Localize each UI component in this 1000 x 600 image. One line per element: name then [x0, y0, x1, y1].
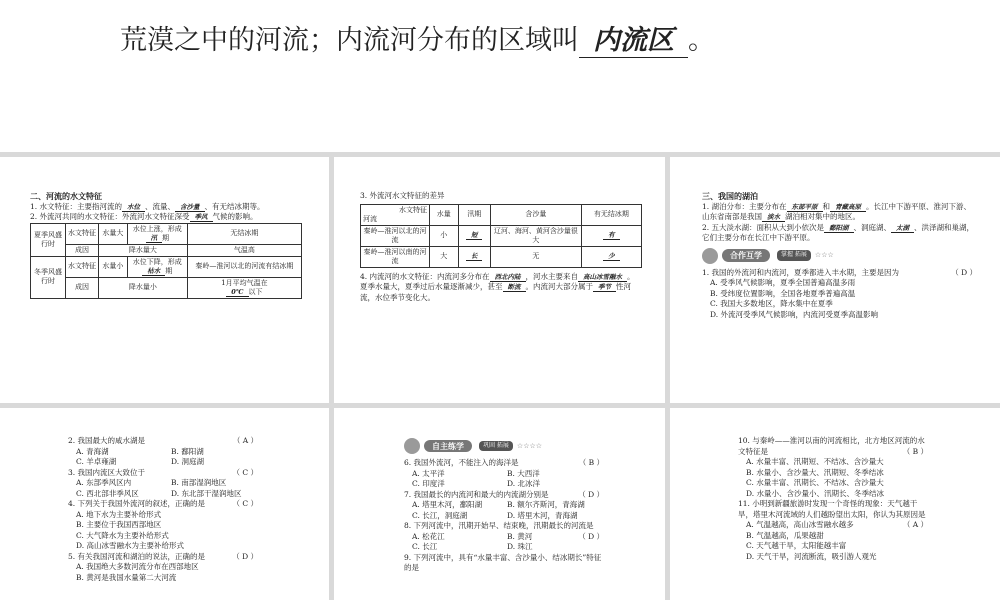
slide-panel-6[interactable]: 10. 与秦岭——淮河以南的河流相比，北方地区河流的水文特征是 （ B ） A. 水量丰富、汛期短、不结冰、含沙量大 B. 水量小、含沙量大、汛期短、冬季结冰 C. 水量丰富、汛期长、不结冰、含沙量大 D. 水量小、含沙量小、汛期长、冬季结冰 11. 小明到新疆旅游时发现一个奇怪的现象：天气越干旱，塔里木河流域的人们越盼望出太阳，你认为其原因是 （ A ） A. 气温越高，高山冰雪融水越多 B. 气温越高，瓜果越甜 C. 天气越干旱，太阳能越丰富 D. 天气干旱，河流断流，吸引游人观光: [670, 408, 1000, 600]
section-heading: 二、河流的水文特征: [30, 191, 102, 201]
line-3: 3. 外流河水文特征的差异: [360, 191, 445, 200]
star-rating-icon: ☆☆☆: [814, 251, 834, 260]
option: B. 受纬度位置影响，全国各地夏季普遍高温: [710, 288, 856, 298]
sentence-text: 荒漠之中的河流；内流河分布的区域叫: [120, 25, 579, 56]
line-4: 4. 内流河的水文特征：内流河多分布在 西北内陆 ，河水主要来自 高山冰雪融水 。夏季水量大，夏季过后水量逐渐减少，甚至 断流 。内流河大部分属于 季节 性河流，水位季节变化大。: [360, 271, 635, 302]
option: A. 受季风气候影响，夏季全国普遍高温多雨: [710, 278, 856, 287]
question-11: 11. 小明到新疆旅游时发现一个奇怪的现象：天气越干旱，塔里木河流域的人们越盼望出太阳，你认为其原因是 （ A ）: [738, 499, 928, 529]
section-heading: 三、我国的湖泊: [702, 191, 758, 201]
top-page-fragment: [0, 0, 1000, 152]
question-9: 9. 下列河流中，具有“水量丰富、含沙量小、结冰期长”特征的是: [404, 552, 602, 572]
mascot-icon: [404, 438, 420, 454]
question-10: 10. 与秦岭——淮河以南的河流相比，北方地区河流的水文特征是 （ B ）: [738, 436, 928, 456]
mascot-icon: [702, 248, 718, 264]
line-1: 1. 水文特征：主要指河流的 水位 、流量、 含沙量 、有无结冰期等。: [30, 201, 265, 211]
self-practice-badge: 自主练学 巩固 拓展 ☆☆☆☆: [404, 438, 604, 454]
question-1: 1. 我国的外流河和内流河，夏季都进入丰水期，主要是因为 （ D ）: [702, 267, 977, 277]
difference-table: 水文特征 河流 水量 汛期 含沙量 有无结冰期 秦岭—淮河以北的河流 小 短 辽河、海河、黄河含沙量很大 有 秦岭—淮河以南的河流 大 长 无 少: [360, 204, 642, 268]
sentence-end: 。: [688, 25, 715, 56]
option: D. 外流河受季风气候影响，内流河受夏季高温影响: [710, 309, 879, 319]
question-4: 4. 下列关于我国外流河的叙述，正确的是 （ C ）: [68, 499, 258, 508]
question-3: 3. 我国内流区大致位于 （ C ）: [68, 467, 258, 477]
slide-panel-5[interactable]: 自主练学 巩固 拓展 ☆☆☆☆ 6. 我国外流河，不能注入的海洋是 （ B ） A. 太平洋 B. 大西洋 C. 印度洋 D. 北冰洋 7. 我国最长的内流河和最大的内流湖分别是 （ D ） A. 塔里木河，鄱阳湖 B. 额尔齐斯河，青海湖 C. 长江，洞庭湖 D. 塔里木河，青海湖 8. 下列河流中，汛期开始早、结束晚，汛期最长的河流是 （ D ） A. 松花江 B. 黄河 C. 长江 D. 珠江 9. 下列河流中，具有“水量丰富、含沙量小、结冰期长”特征的是: [334, 408, 665, 600]
question-2: 2. 我国最大的咸水湖是 （ A ）: [68, 436, 258, 445]
lake-line-2: 2. 五大淡水湖：面积从大到小依次是 鄱阳湖 、洞庭湖、 太湖 、洪泽湖和巢湖，它们主要分布在长江中下游平原。: [702, 222, 975, 242]
lake-line-1: 1. 湖泊分布：主要分布在 东部平原 和 青藏高原 。长江中下游平原、淮河下游、山东省南部是我国 淡水 湖泊相对集中的地区。: [702, 201, 972, 221]
line-2: 2. 外流河共同的水文特征：外流河水文特征深受 季风 气候的影响。: [30, 212, 258, 221]
slide-panel-1[interactable]: [0, 157, 329, 403]
inland-region-sentence: [120, 18, 715, 58]
cooperative-learning-badge: 合作互学 掌握 拓展 ☆☆☆: [702, 248, 977, 264]
slide-panel-2[interactable]: [334, 157, 665, 403]
hydro-table: 夏季风盛行时 水文特征 水量大 水位上涨，形成 汛 期 无结冰期 成因 降水量大 气温高 冬季风盛行时 水文特征 水量小 水位下降，形成 枯水 期 秦岭—淮河以北的河流有结冰期 成因 降水量小 1月平均气温在 0℃ 以下: [30, 223, 302, 299]
option: C. 我国大多数地区，降水集中在夏季: [710, 299, 833, 308]
slide-panel-3[interactable]: [670, 157, 1000, 403]
question-8: 8. 下列河流中，汛期开始早、结束晚，汛期最长的河流是 （ D ）: [404, 521, 604, 541]
star-rating-icon: ☆☆☆☆: [516, 441, 543, 450]
question-5: 5. 有关我国河流和湖泊的说法，正确的是 （ D ）: [68, 551, 258, 561]
answer-blank: 内流区: [579, 18, 688, 58]
question-6: 6. 我国外流河，不能注入的海洋是 （ B ）: [404, 458, 604, 467]
slide-panel-4[interactable]: 2. 我国最大的咸水湖是 （ A ） A. 青海湖 B. 鄱阳湖 C. 羊卓雍湖 D. 洞庭湖 3. 我国内流区大致位于 （ C ） A. 东部季风区内 B. 南部湿润地区 C. 西北部非季风区 D. 东北部干湿润地区 4. 下列关于我国外流河的叙述，正确的是 （ C ） A. 地下水为主要补给形式 B. 主要位于我国西部地区 C. 大气降水为主要补给形式 D. 高山冰雪融水为主要补给形式 5. 有关我国河流和湖泊的说法，正确的是 （ D ） A. 我国绝大多数河流分布在西部地区 B. 黄河是我国水量第二大河流: [0, 408, 329, 600]
question-7: 7. 我国最长的内流河和最大的内流湖分别是 （ D ）: [404, 489, 604, 499]
